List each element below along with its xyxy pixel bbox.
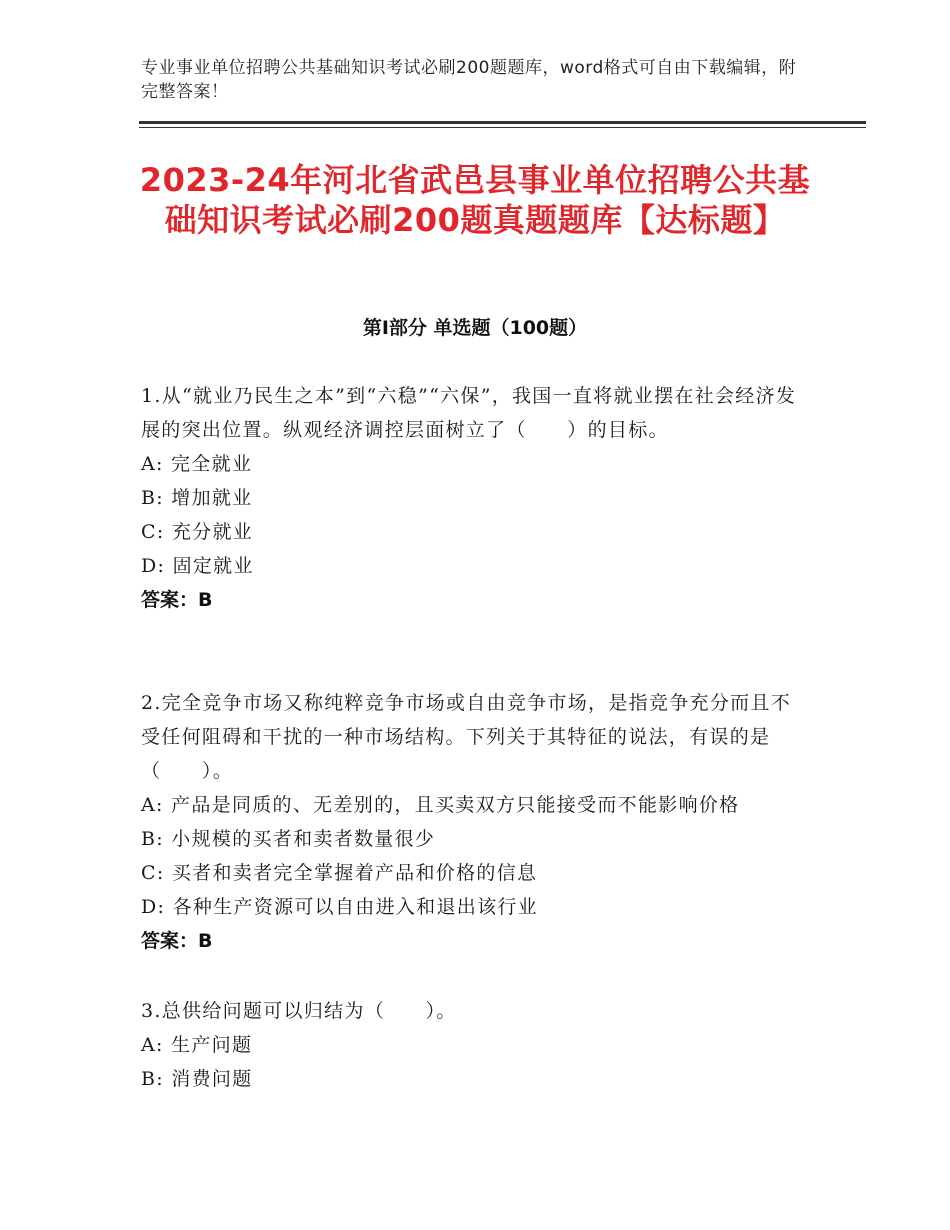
document-title: 2023-24年河北省武邑县事业单位招聘公共基础知识考试必刷200题真题题库【达标题】 xyxy=(139,161,811,239)
option-d: D: 各种生产资源可以自由进入和退出该行业 xyxy=(141,896,538,918)
option-a: A: 生产问题 xyxy=(141,1034,253,1056)
option-a: A: 完全就业 xyxy=(141,453,253,475)
option-c: C: 充分就业 xyxy=(141,521,254,543)
option-b: B: 小规模的买者和卖者数量很少 xyxy=(141,828,436,850)
header-divider-thin xyxy=(139,127,866,128)
answer-line: 答案：B xyxy=(141,589,213,611)
header-note: 专业事业单位招聘公共基础知识考试必刷200题题库，word格式可自由下载编辑，附完整答案！ xyxy=(141,58,797,102)
option-c: C: 买者和卖者完全掌握着产品和价格的信息 xyxy=(141,862,538,884)
question-1 xyxy=(141,379,801,617)
question-3 xyxy=(141,994,801,1096)
header-divider-thick xyxy=(139,121,866,124)
section-heading: 第I部分 单选题（100题） xyxy=(362,317,588,339)
question-2 xyxy=(141,686,801,958)
option-b: B: 增加就业 xyxy=(141,487,253,509)
answer-line: 答案：B xyxy=(141,930,213,952)
option-b: B: 消费问题 xyxy=(141,1068,253,1090)
option-a: A: 产品是同质的、无差别的，且买卖双方只能接受而不能影响价格 xyxy=(141,794,740,816)
option-d: D: 固定就业 xyxy=(141,555,254,577)
question-stem: 1.从“就业乃民生之本”到“六稳”“六保”，我国一直将就业摆在社会经济发展的突出位置。纵观经济调控层面树立了（ ）的目标。 xyxy=(141,385,797,441)
question-stem: 3.总供给问题可以归结为（ ）。 xyxy=(141,1000,457,1022)
question-stem: 2.完全竞争市场又称纯粹竞争市场或自由竞争市场，是指竞争充分而且不受任何阻碍和干扰的一种市场结构。下列关于其特征的说法，有误的是（ ）。 xyxy=(141,692,792,782)
